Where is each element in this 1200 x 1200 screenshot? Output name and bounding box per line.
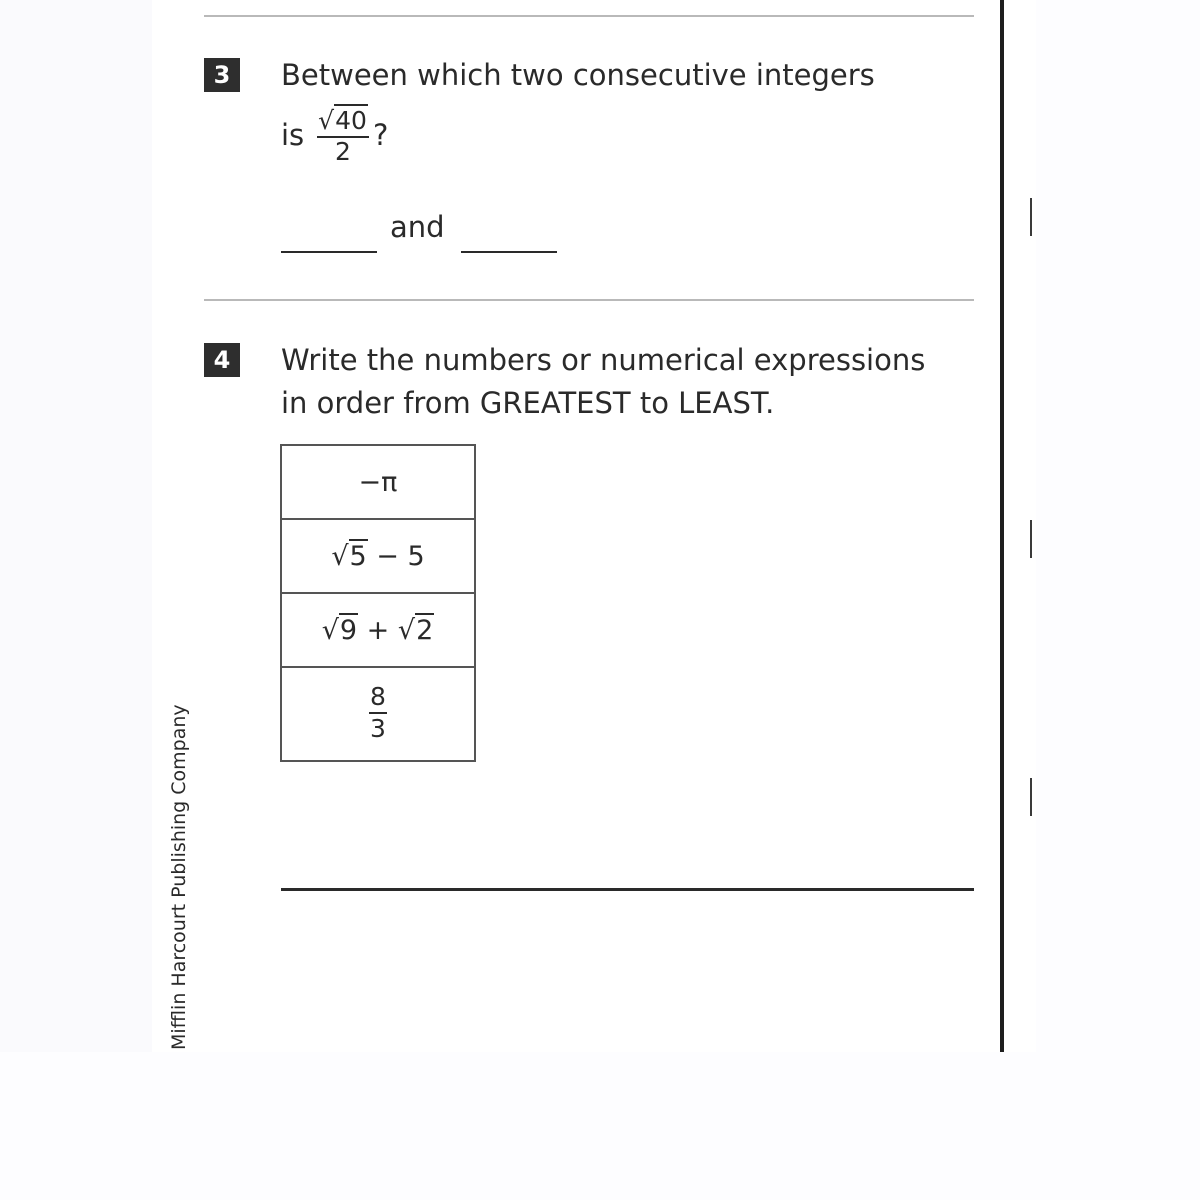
- is-word: is: [281, 118, 305, 152]
- fraction-denominator: 3: [370, 714, 386, 743]
- expression-cell: [281, 667, 475, 761]
- radical-sign: √: [397, 614, 416, 646]
- publisher-credit: Mifflin Harcourt Publishing Company: [168, 704, 190, 1050]
- expression-rest: − 5: [367, 540, 425, 572]
- radicand: 2: [416, 614, 434, 646]
- expression-cell: [281, 519, 475, 593]
- fraction-numerator: 8: [370, 682, 386, 711]
- margin-tick-mark: [1030, 198, 1032, 236]
- expression-neg-pi: −π: [358, 466, 398, 498]
- question-divider: [204, 299, 974, 301]
- table-row: [281, 667, 475, 761]
- radical-sign: √: [318, 106, 335, 135]
- answer-blank-first[interactable]: [281, 251, 377, 253]
- table-row: [281, 445, 475, 519]
- margin-tick-mark: [1030, 778, 1032, 816]
- page-edge-rule: [1000, 0, 1004, 1052]
- expressions-table: [280, 444, 476, 762]
- margin-tick-mark: [1030, 520, 1032, 558]
- question-prompt-line2: in order from GREATEST to LEAST.: [281, 386, 775, 420]
- radicand: 5: [349, 540, 367, 572]
- plus-operator: +: [358, 614, 398, 646]
- top-divider: [204, 15, 974, 17]
- fraction-numerator: [315, 106, 371, 136]
- fraction-denominator: 2: [335, 137, 351, 166]
- answer-blank-second[interactable]: [461, 251, 557, 253]
- fraction: [369, 684, 387, 742]
- expression-cell: [281, 593, 475, 667]
- expression-cell: [281, 445, 475, 519]
- answer-line[interactable]: [281, 888, 974, 891]
- radicand: 9: [339, 614, 358, 646]
- and-word: and: [390, 210, 445, 244]
- radical-sign: √: [321, 614, 339, 646]
- bottom-blank-area: [0, 1052, 1200, 1200]
- left-margin: [0, 0, 152, 1052]
- table-row: [281, 593, 475, 667]
- question-number-badge: 3: [204, 58, 240, 92]
- question-number-badge: 4: [204, 343, 240, 377]
- radical-sign: √: [331, 540, 349, 572]
- table-row: [281, 519, 475, 593]
- fraction: [315, 106, 371, 166]
- question-prompt: Between which two consecutive integers: [281, 58, 875, 92]
- question-prompt-line1: Write the numbers or numerical expressions: [281, 343, 926, 377]
- question-mark: ?: [373, 118, 389, 152]
- radicand: 40: [335, 106, 367, 135]
